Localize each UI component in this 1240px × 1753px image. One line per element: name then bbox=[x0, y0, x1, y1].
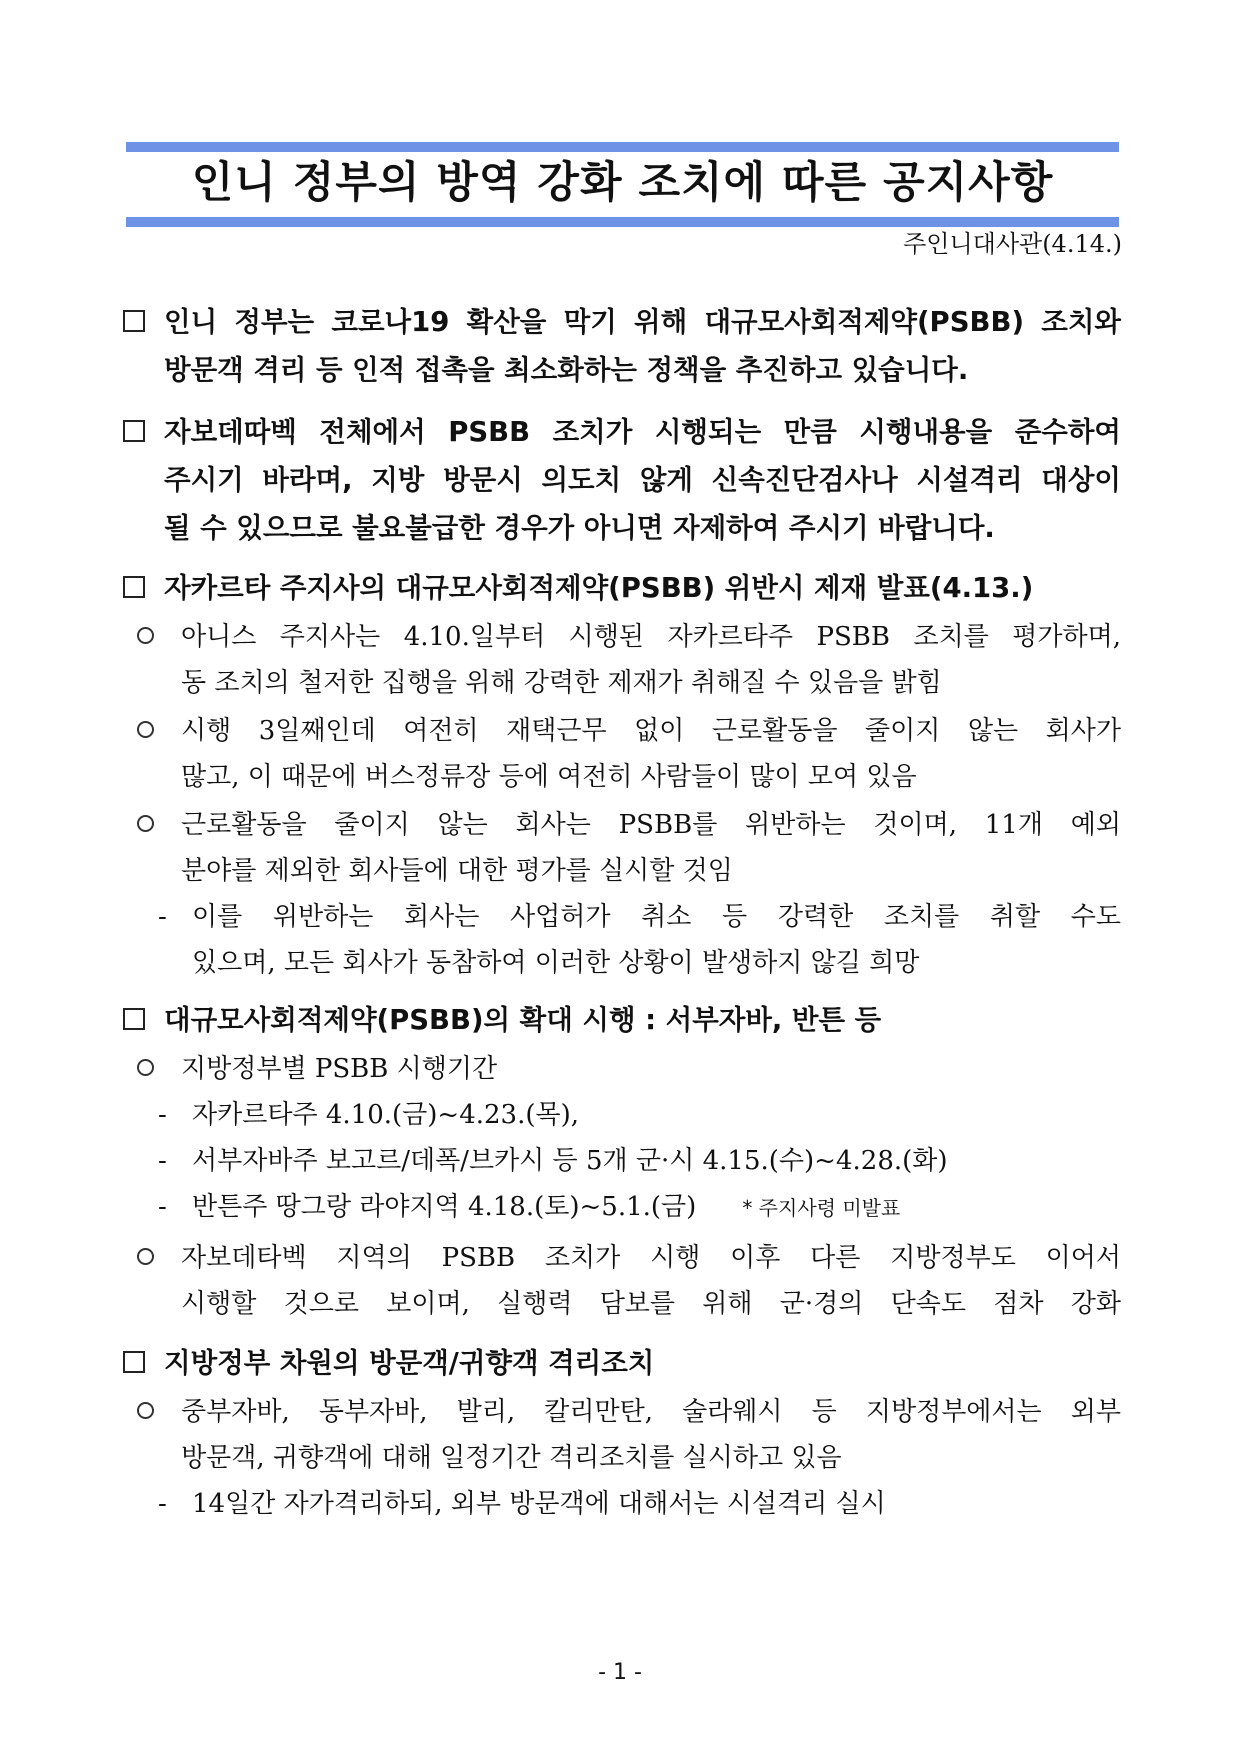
title-bar-top bbox=[126, 142, 1119, 152]
section-text: 인니 정부는 코로나19 확산을 막기 위해 대규모사회적제약(PSBB) 조치와 방문객 격리 등 인적 접촉을 최소화하는 정책을 추진하고 있습니다. bbox=[164, 306, 1121, 386]
section-4 bbox=[121, 996, 1121, 1327]
dash-bullet: - bbox=[158, 1489, 167, 1519]
dash-bullet: - bbox=[158, 902, 167, 932]
page-title: 인니 정부의 방역 강화 조치에 따른 공지사항 bbox=[191, 158, 1054, 208]
section-2 bbox=[121, 408, 1121, 552]
dash-bullet: - bbox=[158, 1100, 167, 1130]
section-heading: 지방정부 차원의 방문객/귀향객 격리조치 bbox=[164, 1347, 655, 1379]
list-item: 근로활동을 줄이지 않는 회사는 PSBB를 위반하는 것이며, 11개 예외 분야를 제외한 회사들에 대한 평가를 실시할 것임 bbox=[181, 802, 1121, 894]
square-bullet-icon bbox=[123, 420, 145, 442]
section-3 bbox=[121, 564, 1121, 986]
document-body bbox=[121, 298, 1121, 1527]
list-item: 시행 3일째인데 여전히 재택근무 없이 근로활동을 줄이지 않는 회사가 많고, 이 때문에 버스정류장 등에 여전히 사람들이 많이 모여 있음 bbox=[181, 708, 1121, 800]
sub-item: - 반튼주 땅그랑 라야지역 4.18.(토)~5.1.(금) * 주지사령 미발표 bbox=[192, 1184, 1121, 1231]
list-item: 중부자바, 동부자바, 발리, 칼리만탄, 술라웨시 등 지방정부에서는 외부 방문객, 귀향객에 대해 일정기간 격리조치를 실시하고 있음 bbox=[181, 1389, 1121, 1481]
square-bullet-icon bbox=[123, 1008, 145, 1030]
square-bullet-icon bbox=[123, 1351, 145, 1373]
circle-bullet-icon bbox=[137, 627, 154, 644]
circle-bullet-icon bbox=[137, 815, 154, 832]
circle-bullet-icon bbox=[137, 1402, 154, 1419]
circle-bullet-icon bbox=[137, 721, 154, 738]
sub-item: - 이를 위반하는 회사는 사업허가 취소 등 강력한 조치를 취할 수도 있으며, 모든 회사가 동참하여 이러한 상황이 발생하지 않길 희망 bbox=[192, 894, 1121, 986]
section-1 bbox=[121, 298, 1121, 394]
square-bullet-icon bbox=[123, 310, 145, 332]
section-5 bbox=[121, 1339, 1121, 1527]
section-text: 자보데따벡 전체에서 PSBB 조치가 시행되는 만큼 시행내용을 준수하여 주시기 바라며, 지방 방문시 의도치 않게 신속진단검사나 시설격리 대상이 될 수 있으므로 불요불급한 경우가 아니면 자제하여 주시기 바랍니다. bbox=[164, 416, 1121, 544]
square-bullet-icon bbox=[123, 576, 145, 598]
list-item: 지방정부별 PSBB 시행기간 bbox=[181, 1046, 1121, 1092]
sub-item: - 서부자바주 보고르/데폭/브카시 등 5개 군·시 4.15.(수)~4.28.(화) bbox=[192, 1138, 1121, 1184]
dateline: 주인니대사관(4.14.) bbox=[903, 230, 1122, 258]
sub-item: - 자카르타주 4.10.(금)~4.23.(목), bbox=[192, 1092, 1121, 1138]
section-heading: 자카르타 주지사의 대규모사회적제약(PSBB) 위반시 제재 발표(4.13.) bbox=[164, 572, 1034, 604]
list-item: 아니스 주지사는 4.10.일부터 시행된 자카르타주 PSBB 조치를 평가하며, 동 조치의 철저한 집행을 위해 강력한 제재가 취해질 수 있음을 밝힘 bbox=[181, 614, 1121, 706]
dash-bullet: - bbox=[158, 1192, 167, 1222]
sub-item: - 14일간 자가격리하되, 외부 방문객에 대해서는 시설격리 실시 bbox=[192, 1481, 1121, 1527]
section-heading: 대규모사회적제약(PSBB)의 확대 시행 : 서부자바, 반튼 등 bbox=[164, 1004, 882, 1036]
circle-bullet-icon bbox=[137, 1248, 154, 1265]
circle-bullet-icon bbox=[137, 1059, 154, 1076]
note: * 주지사령 미발표 bbox=[742, 1196, 901, 1220]
dash-bullet: - bbox=[158, 1146, 167, 1176]
page-number: - 1 - bbox=[598, 1660, 642, 1685]
list-item: 자보데타벡 지역의 PSBB 조치가 시행 이후 다른 지방정부도 이어서 시행할 것으로 보이며, 실행력 담보를 위해 군·경의 단속도 점차 강화 bbox=[181, 1235, 1121, 1327]
